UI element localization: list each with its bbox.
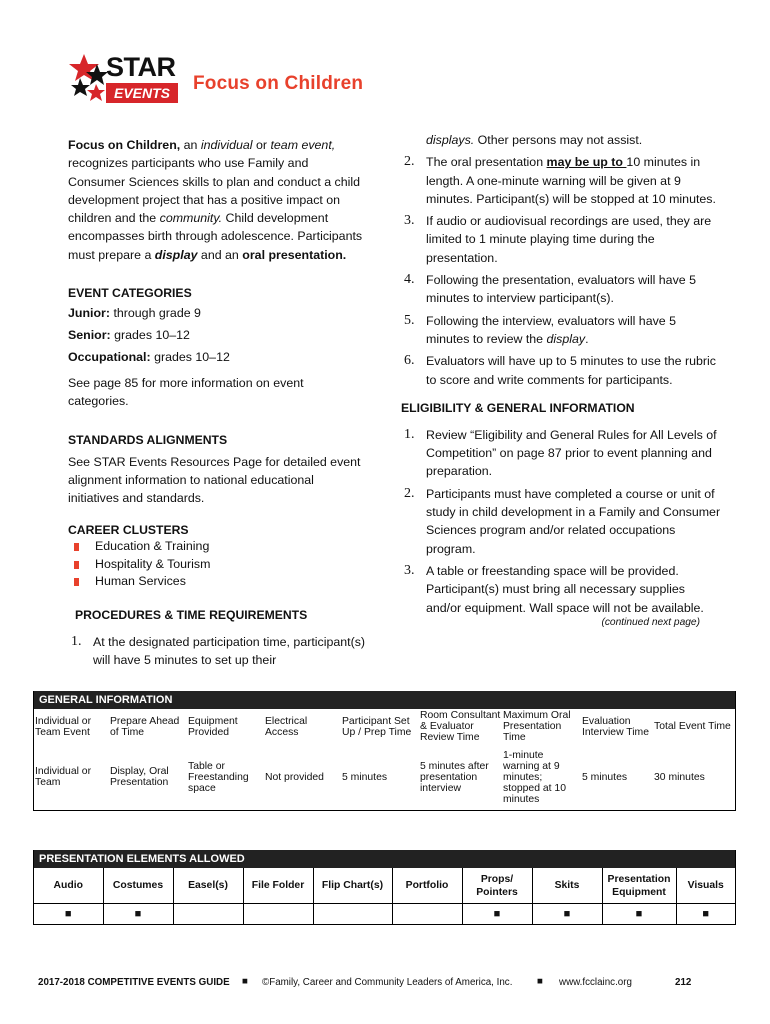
column-header: Equipment Provided [188, 715, 238, 738]
list-number: 2. [404, 154, 415, 170]
category-senior [68, 326, 368, 344]
procedure-continued [401, 131, 721, 149]
left-column [68, 136, 368, 674]
intro-emphasis: display [154, 247, 198, 262]
list-item [68, 573, 368, 591]
intro-emphasis: team event, [270, 138, 336, 152]
category-label: Junior: [68, 306, 110, 321]
intro-emphasis: individual [200, 138, 253, 152]
footer-separator-icon: ■ [242, 976, 248, 987]
category-value: grades 10–12 [110, 328, 190, 343]
table-cell: Table or Freestanding space [188, 760, 249, 794]
list-number: 1. [71, 633, 82, 649]
list-item-text: Review “Eligibility and General Rules for All Levels of Competition” on page 87 prior to event planning and preparation. [426, 427, 717, 479]
list-item-text: Following the interview, evaluators will have 5 minutes to review the [426, 313, 677, 346]
right-column [401, 131, 721, 628]
list-item [401, 426, 721, 481]
presentation-elements-table [33, 850, 736, 925]
intro-text: Child development encompasses birth through adolescence. Participants must prepare a [68, 211, 363, 262]
page-title: Focus on Children [193, 73, 364, 94]
category-occupational [68, 348, 368, 366]
list-item [68, 633, 368, 670]
list-item-text: Education & Training [95, 539, 210, 554]
category-label: Senior: [68, 328, 111, 343]
intro-text: and an [197, 247, 243, 262]
list-item-text: Human Services [95, 574, 186, 589]
eligibility-list [401, 426, 721, 617]
general-information-heading: GENERAL INFORMATION [34, 691, 735, 709]
column-header: Easel(s) [173, 868, 243, 904]
list-item [401, 153, 721, 208]
standards-text: See STAR Events Resources Page for detailed event alignment information to national educational initiatives and standards. [68, 454, 361, 506]
list-item [401, 485, 721, 558]
star-events-logo [66, 50, 184, 108]
list-item-text: Evaluators will have up to 5 minutes to use the rubric to score and write comments for participants. [426, 354, 716, 387]
column-header: Skits [532, 868, 602, 904]
column-header: Portfolio [392, 868, 462, 904]
column-header: Individual or Team Event [35, 715, 92, 738]
column-header: File Folder [243, 868, 313, 904]
general-information-table [33, 691, 736, 811]
list-item-text: . [585, 331, 589, 346]
list-item [401, 271, 721, 308]
column-header: Presentation Equipment [602, 868, 676, 904]
column-header: Costumes [103, 868, 173, 904]
list-item-text: Participants must have completed a course or unit of study in child development in a Family and Consumer Sciences program and/or related occupations program. [426, 486, 721, 556]
intro-emphasis: oral presentation. [242, 247, 347, 262]
continued-note: (continued next page) [601, 616, 700, 628]
list-item [68, 556, 368, 574]
list-item [401, 352, 721, 389]
allowed-mark: ■ [702, 907, 710, 920]
standards-heading: STANDARDS ALIGNMENTS [68, 432, 228, 447]
list-item-text: Following the presentation, evaluators will have 5 minutes to interview participant(s). [426, 273, 696, 306]
presentation-elements-heading: PRESENTATION ELEMENTS ALLOWED [34, 850, 735, 868]
allowed-mark: ■ [34, 904, 103, 925]
text: Other persons may not assist. [474, 133, 643, 147]
list-number: 4. [404, 272, 415, 288]
allowed-mark [173, 904, 243, 925]
table-cell: 5 minutes [582, 771, 628, 783]
footer-separator-icon: ■ [537, 976, 543, 987]
procedures-list [68, 633, 368, 670]
column-header: Visuals [676, 868, 735, 904]
column-header: Total Event Time [654, 721, 731, 732]
page-number: 212 [675, 977, 692, 988]
career-clusters-list [68, 538, 368, 591]
logo-events-text: EVENTS [106, 83, 178, 103]
table-row [34, 904, 735, 925]
list-item [401, 212, 721, 267]
procedures-list-continued [401, 153, 721, 389]
intro-text: or [252, 138, 271, 152]
column-header: Room Consultant & Evaluator Review Time [420, 710, 501, 743]
allowed-mark: ■ [602, 904, 676, 925]
table-cell: 1-minute warning at 9 minutes; stopped at 10 minutes [503, 749, 566, 805]
category-junior [68, 304, 368, 322]
page-footer [38, 977, 698, 991]
allowed-mark [392, 904, 462, 925]
intro-text: an [180, 138, 201, 152]
list-number: 2. [404, 485, 415, 501]
list-item-text: A table or freestanding space will be provided. Participant(s) must bring all necessary supplies and/or equipment. Wall space will not be available. [426, 563, 704, 615]
column-header: Audio [34, 868, 103, 904]
emphasis: displays. [426, 133, 475, 147]
table-row [34, 744, 735, 810]
list-item [401, 562, 721, 617]
bullet-icon [74, 578, 79, 586]
allowed-mark: ■ [103, 904, 173, 925]
table-header-row [34, 868, 735, 904]
eligibility-heading: ELIGIBILITY & GENERAL INFORMATION [401, 400, 635, 415]
logo-star-text: STAR [106, 52, 176, 82]
footer-url[interactable]: www.fcclainc.org [559, 977, 632, 988]
list-item-text: If audio or audiovisual recordings are used, they are limited to 1 minute playing time during the presentation. [426, 214, 712, 265]
bullet-icon [74, 543, 79, 551]
table-cell: 5 minutes [342, 771, 388, 783]
column-header: Maximum Oral Presentation Time [503, 710, 571, 743]
column-header: Prepare Ahead of Time [110, 715, 180, 738]
category-value: through grade 9 [110, 306, 201, 321]
list-number: 6. [404, 353, 415, 369]
intro-emphasis: community. [159, 211, 223, 226]
intro-lead: Focus on Children, [68, 138, 181, 152]
presentation-elements-grid [34, 868, 735, 924]
list-item-emphasis: display [546, 331, 586, 346]
category-value: grades 10–12 [150, 349, 230, 364]
list-number: 3. [404, 562, 415, 578]
allowed-mark [243, 904, 313, 925]
allowed-mark: ■ [462, 904, 532, 925]
event-categories-heading: EVENT CATEGORIES [68, 286, 192, 301]
table-header-row [34, 709, 735, 744]
footer-copyright: ©Family, Career and Community Leaders of America, Inc. [262, 977, 513, 988]
table-cell: Individual or Team [35, 766, 92, 788]
column-header: Electrical Access [265, 715, 308, 738]
column-header: Props/ Pointers [462, 868, 532, 904]
footer-guide: 2017-2018 COMPETITIVE EVENTS GUIDE [38, 977, 230, 988]
career-clusters-heading: CAREER CLUSTERS [68, 523, 189, 538]
list-item-text: Hospitality & Tourism [95, 556, 211, 571]
list-number: 5. [404, 312, 415, 328]
column-header: Flip Chart(s) [313, 868, 392, 904]
list-number: 1. [404, 426, 415, 442]
category-label: Occupational: [68, 349, 151, 364]
list-item-emphasis: may be up to [546, 155, 627, 170]
intro-text: recognizes participants who use Family and Consumer Sciences skills to plan and conduct a child development project that has a positive impact on children and the [68, 156, 361, 226]
procedures-heading: PROCEDURES & TIME REQUIREMENTS [75, 607, 308, 622]
column-header: Evaluation Interview Time [582, 715, 649, 738]
general-information-grid [34, 709, 735, 810]
list-item [68, 538, 368, 556]
bullet-icon [74, 561, 79, 569]
table-cell: 5 minutes after presentation interview [420, 760, 489, 794]
table-cell: 30 minutes [654, 771, 705, 783]
category-note: See page 85 for more information on event categories. [68, 375, 304, 409]
allowed-mark: ■ [532, 904, 602, 925]
table-cell: Display, Oral Presentation [110, 766, 169, 788]
allowed-mark [313, 904, 392, 925]
intro-paragraph [68, 136, 368, 264]
list-number: 3. [404, 213, 415, 229]
list-item-text: The oral presentation [426, 155, 547, 170]
list-item [401, 312, 721, 349]
table-cell: Not provided [265, 771, 324, 783]
list-item-text: At the designated participation time, participant(s) will have 5 minutes to set up their [93, 634, 366, 668]
list-item-text: 10 minutes in length. A one-minute warning will be given at 9 minutes. Participant(s) will be stopped at 10 minutes. [426, 155, 716, 206]
column-header: Participant Set Up / Prep Time [342, 715, 412, 738]
